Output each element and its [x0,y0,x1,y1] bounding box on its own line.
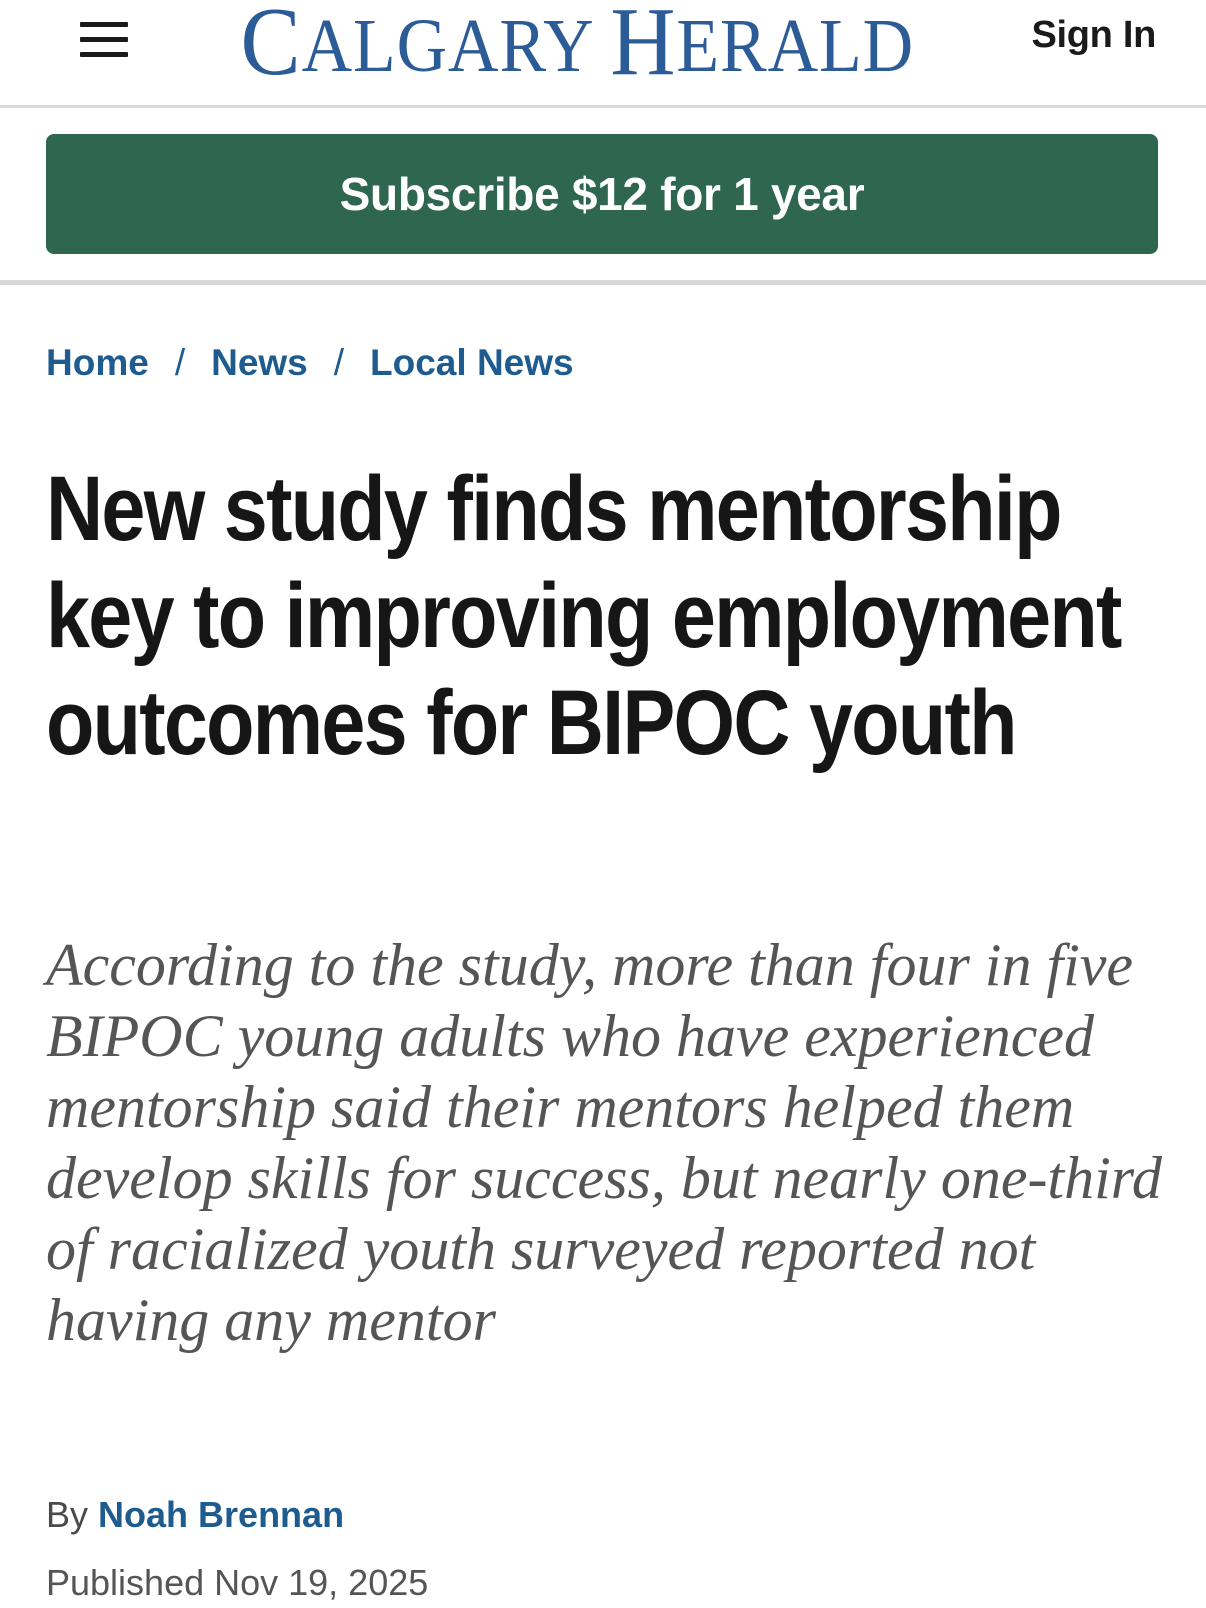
published-date: Published Nov 19, 2025 [46,1562,429,1603]
hamburger-menu-icon[interactable] [80,22,128,58]
subscribe-button[interactable]: Subscribe $12 for 1 year [46,134,1158,254]
subscribe-banner [0,108,1206,285]
byline-prefix: By [46,1494,89,1535]
sign-in-link[interactable]: Sign In [1031,14,1156,56]
article-headline: New study finds mentorship key to improving employment outcomes for BIPOC youth [46,458,1121,774]
author-link[interactable]: Noah Brennan [98,1494,345,1535]
breadcrumb-separator: / [174,342,186,383]
breadcrumb-local-news[interactable]: Local News [370,342,574,383]
site-header [0,0,1206,108]
breadcrumb-separator: / [333,342,345,383]
byline [46,1494,344,1536]
breadcrumb-news[interactable]: News [211,342,308,383]
article-deck: According to the study, more than four in five BIPOC young adults who have experienced mentorship said their mentors helped them develop skills for success, but nearly one-third of racialized youth surveyed reported not having any mentor [46,932,1162,1353]
calgary-herald-logo[interactable]: C ALGARY H ERALD [240,0,915,96]
breadcrumb-home[interactable]: Home [46,342,149,383]
breadcrumb [46,342,574,384]
